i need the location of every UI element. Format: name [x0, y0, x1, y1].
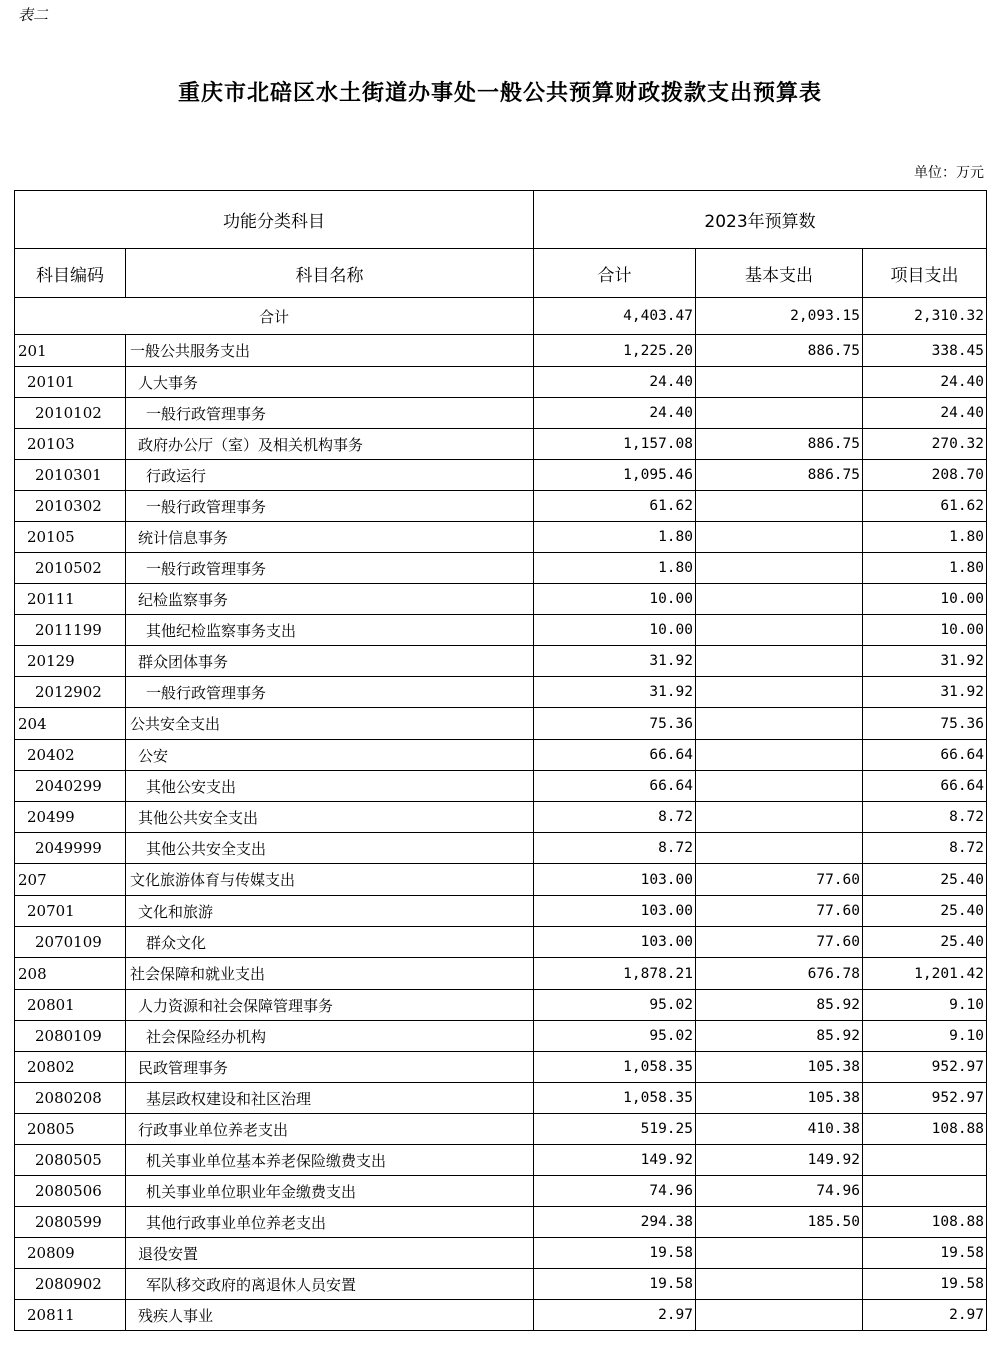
- page-title: 重庆市北碚区水土街道办事处一般公共预算财政拨款支出预算表: [177, 80, 822, 106]
- table-row: [15, 1021, 987, 1052]
- cell-total: 8.72: [534, 802, 696, 833]
- cell-total: 1,225.20: [534, 335, 696, 367]
- table-row: [15, 460, 987, 491]
- cell-project: 108.88: [863, 1207, 987, 1238]
- table-row: [15, 802, 987, 833]
- cell-total: 103.00: [534, 864, 696, 896]
- cell-code: 2049999: [15, 833, 126, 864]
- cell-code: 2011199: [15, 615, 126, 646]
- cell-basic: 74.96: [696, 1176, 863, 1207]
- cell-code: 20499: [15, 802, 126, 833]
- cell-project: 1,201.42: [863, 958, 987, 990]
- table-row: [15, 1083, 987, 1114]
- cell-total: 95.02: [534, 1021, 696, 1052]
- table-row: [15, 990, 987, 1021]
- cell-name: 其他纪检监察事务支出: [126, 615, 534, 646]
- cell-name: 文化旅游体育与传媒支出: [126, 864, 534, 896]
- cell-project: [863, 1145, 987, 1176]
- cell-code: 20129: [15, 646, 126, 677]
- cell-name: 公安: [126, 740, 534, 771]
- cell-name: 基层政权建设和社区治理: [126, 1083, 534, 1114]
- table-row: [15, 367, 987, 398]
- cell-code: 2080506: [15, 1176, 126, 1207]
- cell-basic: 105.38: [696, 1083, 863, 1114]
- cell-basic: [696, 367, 863, 398]
- cell-project: 338.45: [863, 335, 987, 367]
- cell-name: 机关事业单位基本养老保险缴费支出: [126, 1145, 534, 1176]
- cell-total: 10.00: [534, 584, 696, 615]
- table-row: [15, 398, 987, 429]
- table-row: [15, 1207, 987, 1238]
- cell-total: 19.58: [534, 1269, 696, 1300]
- cell-total: 8.72: [534, 833, 696, 864]
- cell-total: 1,878.21: [534, 958, 696, 990]
- cell-total: 1.80: [534, 522, 696, 553]
- cell-project: 2.97: [863, 1300, 987, 1331]
- cell-name: 社会保障和就业支出: [126, 958, 534, 990]
- cell-total: 1,095.46: [534, 460, 696, 491]
- cell-total: 1,157.08: [534, 429, 696, 460]
- cell-code: 2010102: [15, 398, 126, 429]
- cell-basic: [696, 740, 863, 771]
- table-row: [15, 335, 987, 367]
- cell-basic: [696, 553, 863, 584]
- cell-code: 20402: [15, 740, 126, 771]
- table-row: [15, 864, 987, 896]
- cell-project: 1.80: [863, 522, 987, 553]
- cell-code: 20103: [15, 429, 126, 460]
- table-row: [15, 677, 987, 708]
- cell-code: 2010502: [15, 553, 126, 584]
- budget-table: [14, 190, 987, 1331]
- cell-name: 其他行政事业单位养老支出: [126, 1207, 534, 1238]
- cell-project: 31.92: [863, 646, 987, 677]
- cell-code: 2080599: [15, 1207, 126, 1238]
- cell-total: 24.40: [534, 398, 696, 429]
- cell-code: 2070109: [15, 927, 126, 958]
- cell-project: [863, 1176, 987, 1207]
- cell-project: 1.80: [863, 553, 987, 584]
- cell-basic: [696, 833, 863, 864]
- cell-total: 1,058.35: [534, 1083, 696, 1114]
- table-row: [15, 491, 987, 522]
- header-row-columns: [15, 249, 987, 298]
- header-row-group: [15, 191, 987, 249]
- table-row: [15, 584, 987, 615]
- cell-name: 纪检监察事务: [126, 584, 534, 615]
- cell-code: 2080208: [15, 1083, 126, 1114]
- cell-code: 2080902: [15, 1269, 126, 1300]
- cell-basic: 85.92: [696, 1021, 863, 1052]
- cell-name: 一般行政管理事务: [126, 553, 534, 584]
- cell-name: 机关事业单位职业年金缴费支出: [126, 1176, 534, 1207]
- cell-basic: 886.75: [696, 429, 863, 460]
- unit-label: 单位：万元: [914, 165, 984, 181]
- cell-code: 2012902: [15, 677, 126, 708]
- cell-total: 66.64: [534, 740, 696, 771]
- cell-name: 其他公共安全支出: [126, 833, 534, 864]
- cell-code: 207: [15, 864, 126, 896]
- table-row: [15, 522, 987, 553]
- cell-basic: 676.78: [696, 958, 863, 990]
- cell-project: 108.88: [863, 1114, 987, 1145]
- table-row: [15, 896, 987, 927]
- cell-total: 95.02: [534, 990, 696, 1021]
- cell-project: 25.40: [863, 927, 987, 958]
- cell-total: 24.40: [534, 367, 696, 398]
- cell-name: 群众文化: [126, 927, 534, 958]
- cell-basic: 77.60: [696, 896, 863, 927]
- header-code: 科目编码: [15, 249, 126, 298]
- cell-name: 公共安全支出: [126, 708, 534, 740]
- cell-code: 201: [15, 335, 126, 367]
- cell-name: 其他公安支出: [126, 771, 534, 802]
- header-project: 项目支出: [863, 249, 987, 298]
- cell-name: 人大事务: [126, 367, 534, 398]
- cell-basic: 886.75: [696, 460, 863, 491]
- cell-basic: [696, 398, 863, 429]
- cell-total: 75.36: [534, 708, 696, 740]
- table-row: [15, 1238, 987, 1269]
- cell-total: 31.92: [534, 646, 696, 677]
- cell-project: 8.72: [863, 802, 987, 833]
- cell-name: 一般公共服务支出: [126, 335, 534, 367]
- cell-project: 25.40: [863, 864, 987, 896]
- cell-code: 2010302: [15, 491, 126, 522]
- table-row: [15, 927, 987, 958]
- cell-project: 66.64: [863, 740, 987, 771]
- table-row: [15, 1052, 987, 1083]
- cell-code: 2080109: [15, 1021, 126, 1052]
- cell-project: 24.40: [863, 367, 987, 398]
- total-row-label: 合计: [15, 298, 534, 335]
- table-row: [15, 429, 987, 460]
- table-row: [15, 708, 987, 740]
- cell-total: 103.00: [534, 927, 696, 958]
- cell-project: 10.00: [863, 584, 987, 615]
- cell-name: 退役安置: [126, 1238, 534, 1269]
- cell-project: 9.10: [863, 990, 987, 1021]
- cell-basic: 886.75: [696, 335, 863, 367]
- cell-total: 149.92: [534, 1145, 696, 1176]
- cell-basic: 105.38: [696, 1052, 863, 1083]
- cell-name: 行政事业单位养老支出: [126, 1114, 534, 1145]
- cell-project: 952.97: [863, 1052, 987, 1083]
- table-row: [15, 1176, 987, 1207]
- table-row: [15, 615, 987, 646]
- cell-code: 2040299: [15, 771, 126, 802]
- table-row: [15, 771, 987, 802]
- cell-project: 24.40: [863, 398, 987, 429]
- cell-basic: 149.92: [696, 1145, 863, 1176]
- cell-total: 31.92: [534, 677, 696, 708]
- cell-project: 75.36: [863, 708, 987, 740]
- table-row: [15, 1269, 987, 1300]
- cell-name: 民政管理事务: [126, 1052, 534, 1083]
- cell-code: 20811: [15, 1300, 126, 1331]
- cell-total: 1.80: [534, 553, 696, 584]
- cell-total: 66.64: [534, 771, 696, 802]
- cell-code: 20805: [15, 1114, 126, 1145]
- table-row: [15, 1300, 987, 1331]
- cell-basic: [696, 708, 863, 740]
- cell-project: 270.32: [863, 429, 987, 460]
- cell-name: 行政运行: [126, 460, 534, 491]
- cell-total: 10.00: [534, 615, 696, 646]
- table-row: [15, 1114, 987, 1145]
- cell-code: 20105: [15, 522, 126, 553]
- cell-code: 20801: [15, 990, 126, 1021]
- cell-basic: [696, 1269, 863, 1300]
- cell-project: 952.97: [863, 1083, 987, 1114]
- total-row-project: 2,310.32: [863, 298, 987, 335]
- cell-name: 一般行政管理事务: [126, 398, 534, 429]
- cell-project: 25.40: [863, 896, 987, 927]
- cell-project: 10.00: [863, 615, 987, 646]
- cell-code: 208: [15, 958, 126, 990]
- cell-project: 61.62: [863, 491, 987, 522]
- table-row: [15, 1145, 987, 1176]
- cell-total: 103.00: [534, 896, 696, 927]
- cell-basic: [696, 1238, 863, 1269]
- cell-basic: [696, 522, 863, 553]
- cell-basic: [696, 771, 863, 802]
- cell-basic: 77.60: [696, 864, 863, 896]
- cell-total: 294.38: [534, 1207, 696, 1238]
- header-function-category: 功能分类科目: [15, 191, 534, 249]
- cell-project: 208.70: [863, 460, 987, 491]
- cell-name: 其他公共安全支出: [126, 802, 534, 833]
- cell-code: 20802: [15, 1052, 126, 1083]
- cell-project: 19.58: [863, 1269, 987, 1300]
- cell-name: 残疾人事业: [126, 1300, 534, 1331]
- cell-code: 20809: [15, 1238, 126, 1269]
- cell-project: 31.92: [863, 677, 987, 708]
- cell-code: 20101: [15, 367, 126, 398]
- cell-code: 2010301: [15, 460, 126, 491]
- cell-name: 人力资源和社会保障管理事务: [126, 990, 534, 1021]
- table-body: [15, 298, 987, 1331]
- cell-total: 19.58: [534, 1238, 696, 1269]
- cell-code: 20701: [15, 896, 126, 927]
- cell-total: 519.25: [534, 1114, 696, 1145]
- cell-basic: [696, 646, 863, 677]
- cell-basic: [696, 802, 863, 833]
- cell-total: 2.97: [534, 1300, 696, 1331]
- table-row: [15, 553, 987, 584]
- total-row: [15, 298, 987, 335]
- cell-basic: [696, 584, 863, 615]
- cell-total: 1,058.35: [534, 1052, 696, 1083]
- cell-total: 74.96: [534, 1176, 696, 1207]
- cell-project: 66.64: [863, 771, 987, 802]
- cell-name: 统计信息事务: [126, 522, 534, 553]
- cell-project: 19.58: [863, 1238, 987, 1269]
- table-row: [15, 740, 987, 771]
- cell-name: 一般行政管理事务: [126, 677, 534, 708]
- cell-basic: [696, 491, 863, 522]
- header-name: 科目名称: [126, 249, 534, 298]
- cell-name: 一般行政管理事务: [126, 491, 534, 522]
- cell-name: 社会保险经办机构: [126, 1021, 534, 1052]
- cell-basic: 185.50: [696, 1207, 863, 1238]
- cell-basic: [696, 615, 863, 646]
- header-budget-year: 2023年预算数: [534, 191, 987, 249]
- cell-name: 政府办公厅（室）及相关机构事务: [126, 429, 534, 460]
- table-row: [15, 958, 987, 990]
- table-number-label: 表二: [18, 6, 49, 24]
- cell-basic: [696, 677, 863, 708]
- table-row: [15, 833, 987, 864]
- cell-total: 61.62: [534, 491, 696, 522]
- header-basic: 基本支出: [696, 249, 863, 298]
- table-row: [15, 646, 987, 677]
- cell-basic: 77.60: [696, 927, 863, 958]
- cell-name: 群众团体事务: [126, 646, 534, 677]
- cell-code: 204: [15, 708, 126, 740]
- cell-basic: [696, 1300, 863, 1331]
- cell-project: 9.10: [863, 1021, 987, 1052]
- total-row-basic: 2,093.15: [696, 298, 863, 335]
- cell-project: 8.72: [863, 833, 987, 864]
- cell-name: 军队移交政府的离退休人员安置: [126, 1269, 534, 1300]
- cell-code: 2080505: [15, 1145, 126, 1176]
- cell-name: 文化和旅游: [126, 896, 534, 927]
- total-row-total: 4,403.47: [534, 298, 696, 335]
- cell-basic: 410.38: [696, 1114, 863, 1145]
- header-total: 合计: [534, 249, 696, 298]
- cell-basic: 85.92: [696, 990, 863, 1021]
- cell-code: 20111: [15, 584, 126, 615]
